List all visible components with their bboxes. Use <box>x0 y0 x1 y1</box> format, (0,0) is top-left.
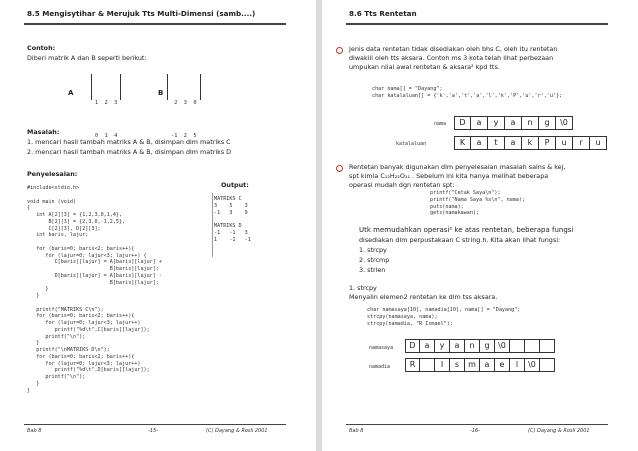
footer-page-number: -16- <box>470 428 480 434</box>
array-cell: n <box>522 116 539 130</box>
array-cell: a <box>471 116 488 130</box>
function-item: 2. strcmp <box>359 256 390 264</box>
bullet1-line: diwakili oleh tts aksara. Contoh ms 3 kota telah lihat perbezaan <box>349 54 554 62</box>
array-cell: u <box>590 136 607 150</box>
title-divider <box>346 23 608 25</box>
nama-array <box>454 116 573 130</box>
bullet1-line: umpukan nilai awal rentetan & aksara² kpd tts. <box>349 63 500 71</box>
array-cell: K <box>454 136 471 150</box>
section-description: Menyalin elemen2 rentetan ke dlm tss aksara. <box>349 293 498 301</box>
array-cell: a <box>420 339 435 353</box>
array-cell <box>540 339 555 353</box>
namasaya-array <box>405 339 555 353</box>
array-cell: e <box>495 358 510 372</box>
output-text: MATRIKS C 3 5 3 -1 3 9 MATRIKS D -1 -1 3 1 -1 -1 <box>214 196 251 243</box>
array-cell: n <box>465 339 480 353</box>
array-cell: k <box>522 136 539 150</box>
array-cell: l <box>510 358 525 372</box>
bullet2-line: operasi mudah dgn rentetan spt: <box>349 181 455 189</box>
array-cell: \0 <box>525 358 540 372</box>
array-cell: s <box>450 358 465 372</box>
namadia-label: namadia <box>369 364 391 370</box>
function-item: 3. strlen <box>359 266 386 274</box>
array-cell: a <box>480 358 495 372</box>
para-line: disediakan dlm perpustakaan C string.h. Kita akan lihat fungsi: <box>359 236 561 244</box>
array-cell: r <box>573 136 590 150</box>
array-cell: I <box>435 358 450 372</box>
matrix-a-row: 1 2 3 <box>95 100 118 106</box>
bullet-icon <box>336 165 343 172</box>
array-cell: u <box>556 136 573 150</box>
array-cell: a <box>505 136 522 150</box>
bullet2-line: Rentetan banyak digunakan dlm penyelesaian masalah sains & kej, <box>349 163 566 171</box>
footer-divider <box>24 424 286 425</box>
page-title: 8.6 Tts Rentetan <box>349 9 417 18</box>
footer-copyright: (C) Dayang & Rosli 2001 <box>528 428 590 434</box>
function-item: 1. strcpy <box>359 246 387 254</box>
array-cell: D <box>454 116 471 130</box>
array-cell: R <box>405 358 420 372</box>
array-cell <box>420 358 435 372</box>
matrix-b-row: 2 3 0 <box>171 100 197 106</box>
namadia-array <box>405 358 555 372</box>
array-cell <box>525 339 540 353</box>
masalah-line: 1. mencari hasil tambah matriks A & B, disimpan dlm matriks C <box>27 138 231 146</box>
array-cell <box>510 339 525 353</box>
matrix-a <box>91 74 121 139</box>
array-cell: m <box>465 358 480 372</box>
page-16 <box>322 0 638 451</box>
footer-copyright: (C) Dayang & Rosli 2001 <box>206 428 268 434</box>
contoh-label: Contoh: <box>27 44 56 52</box>
nama-label: nama <box>434 121 447 127</box>
contoh-text: Diberi matrik A dan B seperti berikut: <box>27 54 147 62</box>
bullet1-line: Jenis data rentetan tidak disediakan oleh bhs C, oleh itu rentetan <box>349 45 558 53</box>
matrix-b <box>167 74 201 139</box>
array-cell: P <box>539 136 556 150</box>
array-cell: \0 <box>495 339 510 353</box>
matrix-a-row: 0 1 4 <box>95 133 118 139</box>
matrix-b-row: -1 2 5 <box>171 133 197 139</box>
output-label: Output: <box>221 181 249 189</box>
code-snippet-2: printf("Cetak Saya\n"); printf("Nama Saya %s\n", nama); puts(nama); gets(namakawan); <box>430 190 526 217</box>
array-cell <box>540 358 555 372</box>
penyelesaian-label: Penyelesaian: <box>27 170 78 178</box>
page-title: 8.5 Mengisytihar & Merujuk Tts Multi-Dimensi (samb....) <box>27 9 256 18</box>
page-15 <box>0 0 316 451</box>
array-cell: D <box>405 339 420 353</box>
array-cell: a <box>505 116 522 130</box>
namasaya-label: namasaya <box>369 345 394 351</box>
section-number: 1. strcpy <box>349 284 377 292</box>
matrix-b-label: B <box>158 89 164 97</box>
footer-page-number: -15- <box>148 428 158 434</box>
array-cell: \0 <box>556 116 573 130</box>
bullet2-line: spt kimia C₁₂H₂₂O₁₁ . Sebelum ini kita hanya melihat beberapa <box>349 172 549 180</box>
para-line: Utk memudahkan operasi² ke atas rentetan, beberapa fungsi <box>359 226 574 234</box>
bullet-icon <box>336 47 343 54</box>
code-snippet-3: char namasaya[10], namadia[10], nama[] = "Dayang"; strcpy(namasaya, nama); strcpy(namadia, "R Ismael"); <box>367 307 521 327</box>
katalaluan-label: katalaluan <box>396 141 427 147</box>
title-divider <box>24 23 286 25</box>
masalah-label: Masalah: <box>27 128 60 136</box>
footer-chapter: Bab 8 <box>349 428 364 434</box>
footer-divider <box>346 424 608 425</box>
katalaluan-array <box>454 136 607 150</box>
array-cell: y <box>488 116 505 130</box>
code-listing: #include<stdio.h> void main (void) { int A[2][3] = {1,2,3,0,1,4}, B[2][3] = {2,3,0,-1,2,5}, C[2][3], D[2][3]; int baris, lajur; for (baris=0; baris<2; baris++){ for (lajur=0; lajur<3; lajur++) { C[baris][lajur] = A[baris][lajur] + B[baris][lajur]; D[baris][lajur] = A[baris][lajur] - B[baris][lajur]; } } printf("MATRIKS C\n"); for (baris=0; baris<2; baris++){ for (lajur=0; lajur<3; lajur++) printf("%d\t",C[baris][lajur]); printf("\n"); } printf("\nMATRIKS D\n"); for (baris=0; baris<2; baris++){ for (lajur=0; lajur<3; lajur++) printf("%d\t",D[baris][lajur]); printf("\n"); } } <box>27 185 162 394</box>
array-cell: a <box>471 136 488 150</box>
array-cell: g <box>480 339 495 353</box>
masalah-line: 2. mencari hasil tambah matriks A & B, disimpan dlm matriks D <box>27 148 232 156</box>
array-cell: t <box>488 136 505 150</box>
array-cell: a <box>450 339 465 353</box>
array-cell: g <box>539 116 556 130</box>
array-cell: y <box>435 339 450 353</box>
footer-chapter: Bab 8 <box>27 428 42 434</box>
code-snippet-1: char nama[] = "Dayang"; char katalaluan[] = {'k','a','t','a','l','k','P','u','r','u'}; <box>372 86 563 99</box>
matrix-a-label: A <box>68 89 74 97</box>
